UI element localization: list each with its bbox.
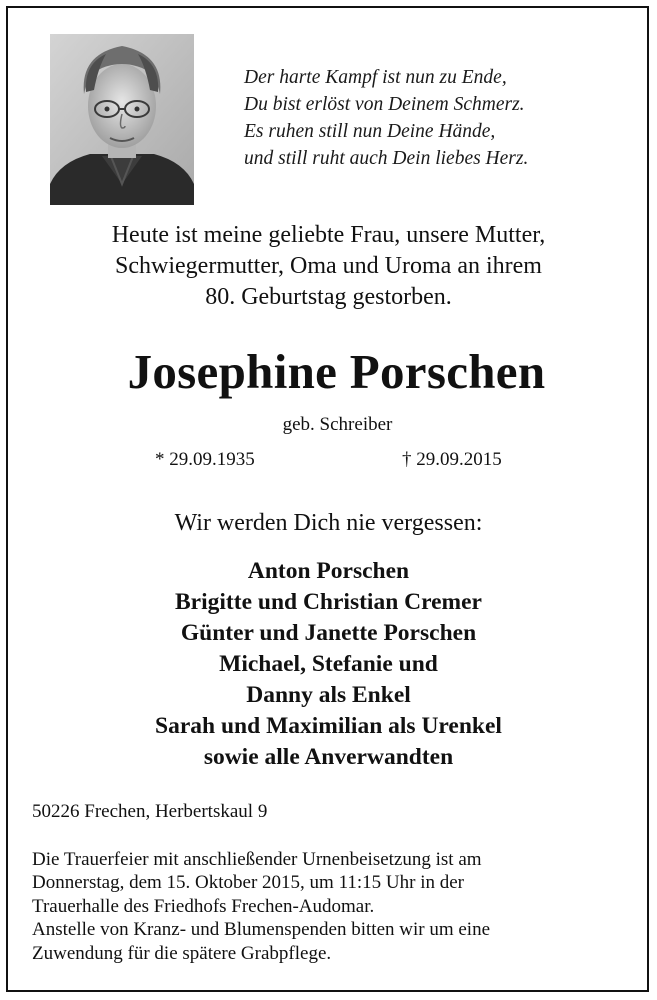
poem-line: und still ruht auch Dein liebes Herz. — [244, 148, 529, 169]
announcement-line: Schwiegermutter, Oma und Uroma an ihrem — [115, 253, 542, 279]
service-line: Anstelle von Kranz- und Blumenspenden bitten wir um eine — [32, 919, 491, 941]
announcement-line: Heute ist meine geliebte Frau, unsere Mutter, — [111, 222, 546, 248]
poem-line: Du bist erlöst von Deinem Schmerz. — [244, 94, 525, 115]
portrait-photo — [50, 34, 194, 205]
deceased-name: Josephine Porschen — [127, 344, 546, 399]
death-date: † 29.09.2015 — [402, 449, 502, 470]
poem-line: Es ruhen still nun Deine Hände, — [244, 121, 496, 142]
mourner-line: Anton Porschen — [247, 558, 410, 584]
maiden-name: geb. Schreiber — [282, 414, 393, 435]
service-line: Die Trauerfeier mit anschließender Urnenbeisetzung ist am — [32, 849, 482, 870]
announcement-text — [20, 220, 637, 313]
service-line: Zuwendung für die spätere Grabpflege. — [32, 942, 332, 964]
mourner-line: sowie alle Anverwandten — [203, 744, 454, 770]
memorial-poem — [244, 64, 624, 172]
mourner-line: Brigitte und Christian Cremer — [175, 589, 482, 615]
mourner-line: Danny als Enkel — [246, 682, 411, 708]
service-line: Trauerhalle des Friedhofs Frechen-Audomar. — [32, 895, 375, 917]
farewell-line: Wir werden Dich nie vergessen: — [174, 510, 483, 536]
birth-date: * 29.09.1935 — [155, 449, 255, 470]
mourner-line: Sarah und Maximilian als Urenkel — [155, 713, 502, 739]
poem-line: Der harte Kampf ist nun zu Ende, — [244, 67, 507, 88]
service-details — [32, 848, 632, 965]
mourners-list — [0, 556, 657, 773]
mourner-line: Michael, Stefanie und — [219, 651, 438, 677]
mourner-line: Günter und Janette Porschen — [180, 620, 477, 646]
announcement-line: 80. Geburtstag gestorben. — [205, 284, 452, 310]
family-address: 50226 Frechen, Herbertskaul 9 — [32, 801, 268, 822]
service-line: Donnerstag, dem 15. Oktober 2015, um 11:15 Uhr in der — [32, 872, 464, 894]
